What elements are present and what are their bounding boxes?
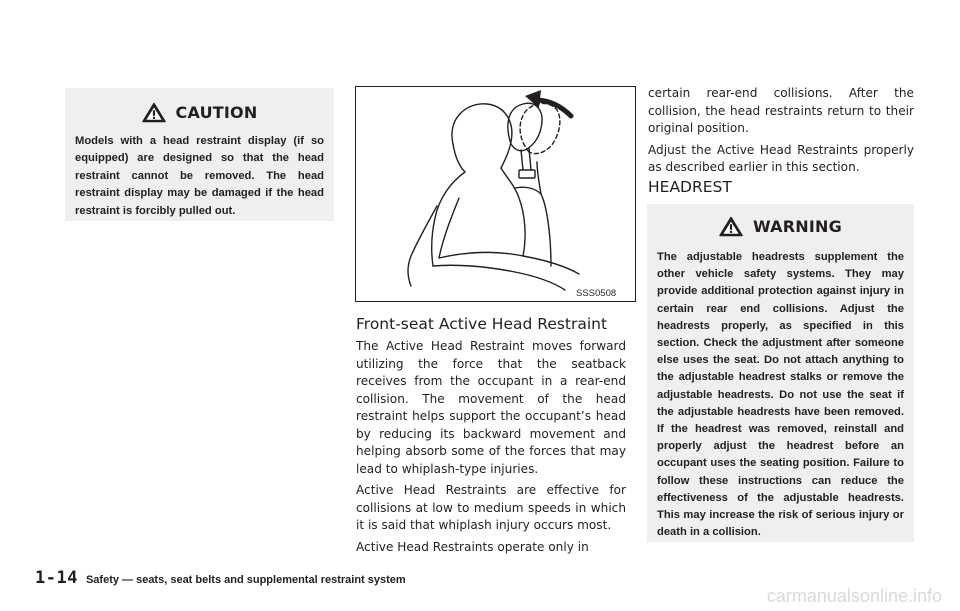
- watermark: carmanualsonline.info: [766, 586, 942, 606]
- warning-triangle-icon: [142, 102, 166, 123]
- warning-text: The adjustable headrests supplement the other vehicle safety systems. They may provide additional protection against injury in certain rear end collisions. Adjust the headrests properly, as specified in this section. Check the adjustment after someone else uses the seat. Do not attach anything to the adjustable headrest stalks or remove the adjustable headrests. Do not use the seat if the adjustable headrests have been removed. If the headrest was removed, reinstall and properly adjust the headrest before an occupant uses the seating position. Failure to follow these instructions can reduce the effectiveness of the adjustable headrests. This may increase the risk of serious injury or death in a collision.: [657, 251, 904, 539]
- caution-text: Models with a head restraint display (if so equipped) are designed so that the head restraint cannot be removed. The head restraint display may be damaged if the head restraint is forcibly pulled out.: [75, 135, 324, 217]
- caution-header: [65, 88, 334, 123]
- footer-title: Safety — seats, seat belts and supplemental restraint system: [85, 574, 406, 586]
- warning-title: WARNING: [753, 217, 842, 236]
- paragraph: Active Head Restraints are effective for collisions at low to medium speeds in which it is said that whiplash injury occurs most.: [356, 483, 626, 533]
- warning-box: [647, 204, 914, 542]
- head-restraint-illustration: [355, 86, 636, 302]
- active-head-restraint-text: [356, 338, 626, 557]
- section-heading-active-head-restraint: Front-seat Active Head Restraint: [356, 315, 608, 333]
- caution-title: CAUTION: [175, 103, 258, 122]
- section-heading-headrest: HEADREST: [648, 178, 732, 196]
- warning-header: [647, 204, 914, 237]
- paragraph: Adjust the Active Head Restraints properly as described earlier in this section.: [648, 142, 914, 175]
- page-footer: [35, 568, 406, 588]
- caution-box: [65, 88, 334, 221]
- paragraph: certain rear-end collisions. After the collision, the head restraints return to their original position.: [648, 86, 914, 136]
- warning-triangle-icon: [719, 216, 743, 237]
- figure-caption: SSS0508: [576, 288, 617, 299]
- paragraph: The Active Head Restraint moves forward utilizing the force that the seatback receives from the occupant in a rear-end collision. The movement of the head restraint helps support the occupant’s head by reducing its backward movement and helping absorb some of the forces that may lead to whiplash-type injuries.: [356, 339, 626, 476]
- page-number: 1-14: [35, 568, 78, 588]
- continued-text: [648, 85, 914, 177]
- paragraph: Active Head Restraints operate only in: [356, 540, 589, 555]
